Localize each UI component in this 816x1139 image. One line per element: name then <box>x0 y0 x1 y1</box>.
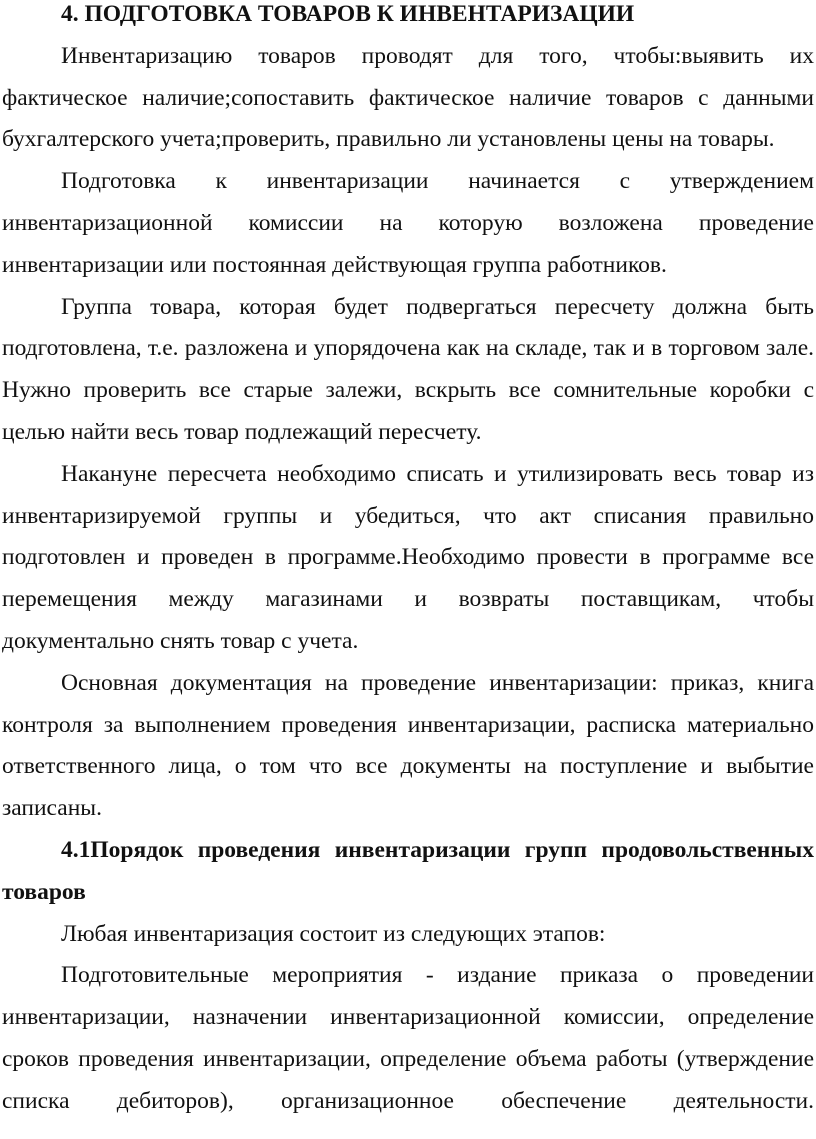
paragraph-stages: Любая инвентаризация состоит из следующих этапов: <box>61 920 606 947</box>
paragraph-documentation: Основная документация на проведение инвентаризации: приказ, книга контроля за выполнением проведения инвентаризации, расписка материально ответственного лица, о том что все документы на поступление и выбытие записаны. <box>2 669 814 822</box>
subsection-heading: 4.1Порядок проведения инвентаризации групп продовольственных товаров <box>2 836 814 905</box>
section-heading: 4. ПОДГОТОВКА ТОВАРОВ К ИНВЕНТАРИЗАЦИИ <box>61 1 635 27</box>
paragraph-purpose: Инвентаризацию товаров проводят для того, чтобы:выявить их фактическое наличие;сопоставить фактическое наличие товаров с данными бухгалтерского учета;проверить, правильно ли установлены цены на товары. <box>2 42 814 153</box>
paragraph-write-off: Накануне пересчета необходимо списать и утилизировать весь товар из инвентаризируемой группы и убедиться, что акт списания правильно подготовлен и проведен в программе.Необходимо провести в программе все перемещения между магазинами и возвраты поставщикам, чтобы документально снять товар с учета. <box>2 460 814 654</box>
paragraph-preparation: Подготовительные мероприятия - издание приказа о проведении инвентаризации, назначении инвентаризационной комиссии, определение сроков проведения инвентаризации, определение объема работы (утверждение списка дебиторов), организационное обеспечение деятельности. <box>2 962 814 1114</box>
paragraph-commission: Подготовка к инвентаризации начинается с утверждением инвентаризационной комиссии на которую возложена проведение инвентаризации или постоянная действующая группа работников. <box>2 168 814 278</box>
paragraph-goods-group: Группа товара, которая будет подвергаться пересчету должна быть подготовлена, т.е. разложена и упорядочена как на складе, так и в торговом зале. Нужно проверить все старые залежи, вскрыть все сомнительные коробки с целью найти весь товар подлежащий пересчету. <box>2 293 814 445</box>
